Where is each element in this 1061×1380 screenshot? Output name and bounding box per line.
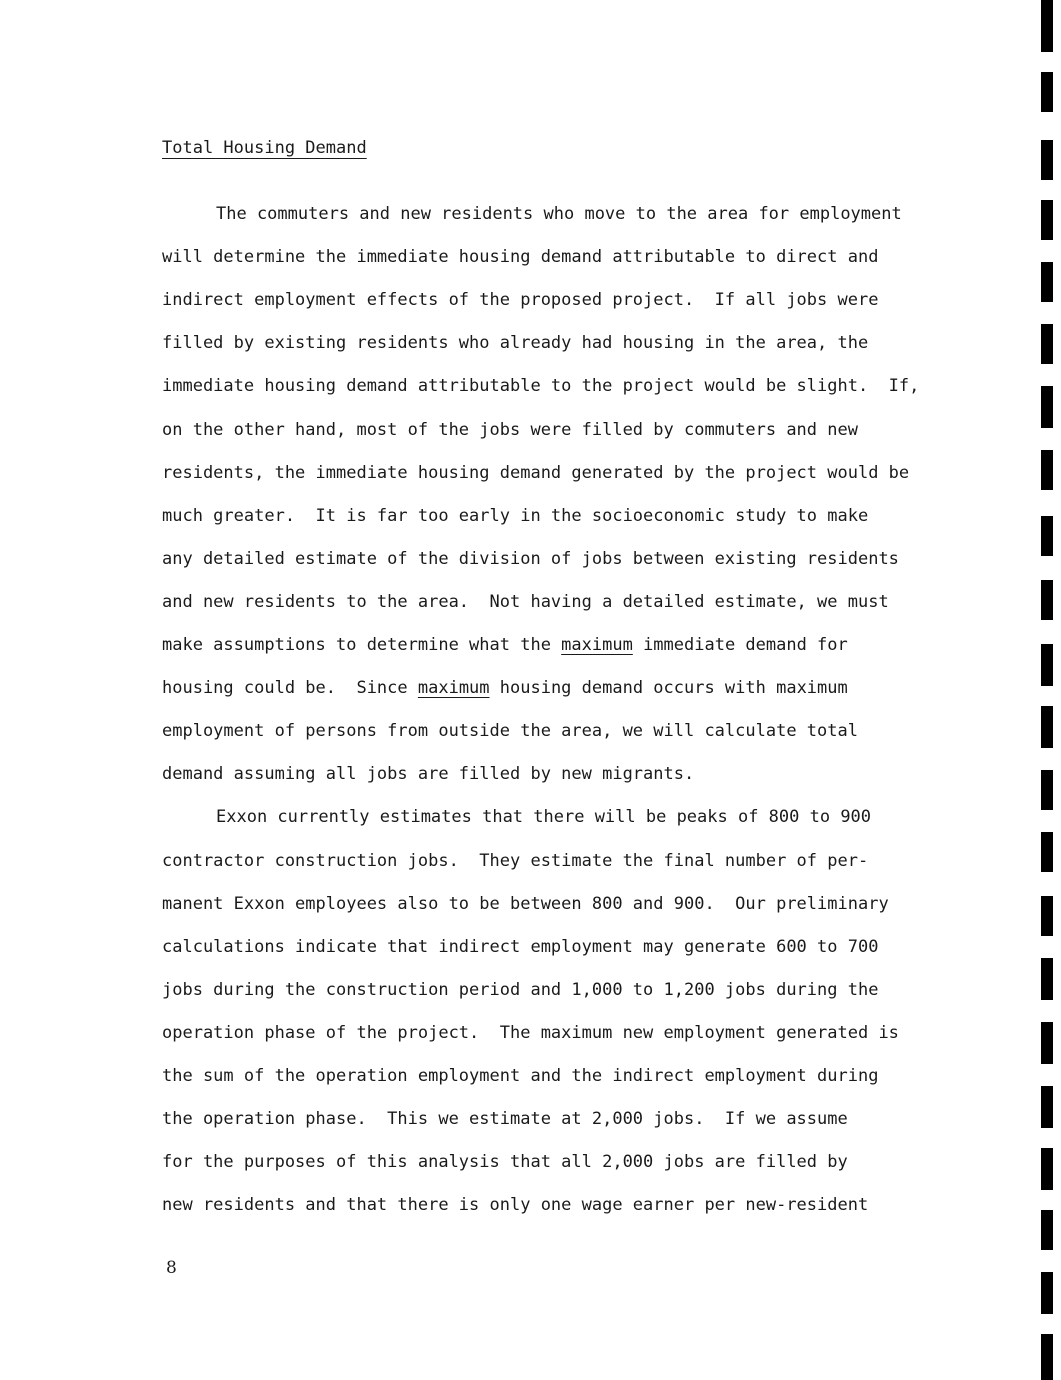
- text-line: calculations indicate that indirect employment may generate 600 to 700: [162, 937, 879, 957]
- text-line: [162, 678, 848, 698]
- page-number: 8: [166, 1258, 177, 1278]
- binding-mark: [1041, 1022, 1053, 1064]
- binding-mark: [1041, 0, 1053, 52]
- text-line: much greater. It is far too early in the socioeconomic study to make: [162, 506, 869, 526]
- text-line: and new residents to the area. Not having a detailed estimate, we must: [162, 592, 889, 612]
- text-line: the operation phase. This we estimate at 2,000 jobs. If we assume: [162, 1109, 848, 1129]
- binding-mark: [1041, 1148, 1053, 1190]
- binding-mark: [1041, 200, 1053, 240]
- text-line: filled by existing residents who already had housing in the area, the: [162, 333, 869, 353]
- text-line: jobs during the construction period and 1,000 to 1,200 jobs during the: [162, 980, 879, 1000]
- binding-mark: [1041, 706, 1053, 748]
- binding-mark: [1041, 1272, 1053, 1314]
- binding-mark: [1041, 324, 1053, 364]
- text-line: contractor construction jobs. They estimate the final number of per-: [162, 851, 869, 871]
- text-line: immediate housing demand attributable to the project would be slight. If,: [162, 376, 920, 396]
- text-line: for the purposes of this analysis that all 2,000 jobs are filled by: [162, 1152, 848, 1172]
- text-line: any detailed estimate of the division of jobs between existing residents: [162, 549, 899, 569]
- text-line: residents, the immediate housing demand generated by the project would be: [162, 463, 910, 483]
- binding-mark: [1041, 1210, 1053, 1250]
- text-line: will determine the immediate housing demand attributable to direct and: [162, 247, 879, 267]
- text-segment: housing could be. Since: [162, 678, 418, 698]
- text-line: the sum of the operation employment and the indirect employment during: [162, 1066, 879, 1086]
- binding-mark: [1041, 770, 1053, 810]
- binding-mark: [1041, 958, 1053, 1000]
- text-line: demand assuming all jobs are filled by new migrants.: [162, 764, 695, 784]
- text-line: employment of persons from outside the area, we will calculate total: [162, 721, 858, 741]
- section-heading: Total Housing Demand: [162, 138, 367, 158]
- text-line: on the other hand, most of the jobs were filled by commuters and new: [162, 420, 858, 440]
- binding-mark: [1041, 580, 1053, 620]
- underlined-word: maximum: [561, 635, 633, 655]
- binding-mark: [1041, 516, 1053, 556]
- text-line: new residents and that there is only one wage earner per new-resident: [162, 1195, 869, 1215]
- text-line: manent Exxon employees also to be between 800 and 900. Our preliminary: [162, 894, 889, 914]
- binding-mark: [1041, 450, 1053, 490]
- binding-mark: [1041, 896, 1053, 936]
- binding-mark: [1041, 140, 1053, 180]
- binding-mark: [1041, 262, 1053, 302]
- binding-mark: [1041, 1334, 1053, 1380]
- binding-mark: [1041, 1086, 1053, 1128]
- text-line: operation phase of the project. The maximum new employment generated is: [162, 1023, 899, 1043]
- text-segment: immediate demand for: [632, 635, 848, 655]
- text-line: [162, 635, 848, 655]
- binding-mark: [1041, 832, 1053, 872]
- text-line: The commuters and new residents who move to the area for employment: [216, 204, 902, 224]
- underlined-word: maximum: [417, 678, 490, 698]
- text-segment: housing demand occurs with maximum: [489, 678, 848, 698]
- text-segment: make assumptions to determine what the: [162, 635, 562, 655]
- binding-mark: [1041, 386, 1053, 428]
- text-line: indirect employment effects of the proposed project. If all jobs were: [162, 290, 879, 310]
- text-line: Exxon currently estimates that there will be peaks of 800 to 900: [216, 807, 872, 827]
- binding-mark: [1041, 644, 1053, 686]
- binding-mark: [1041, 72, 1053, 112]
